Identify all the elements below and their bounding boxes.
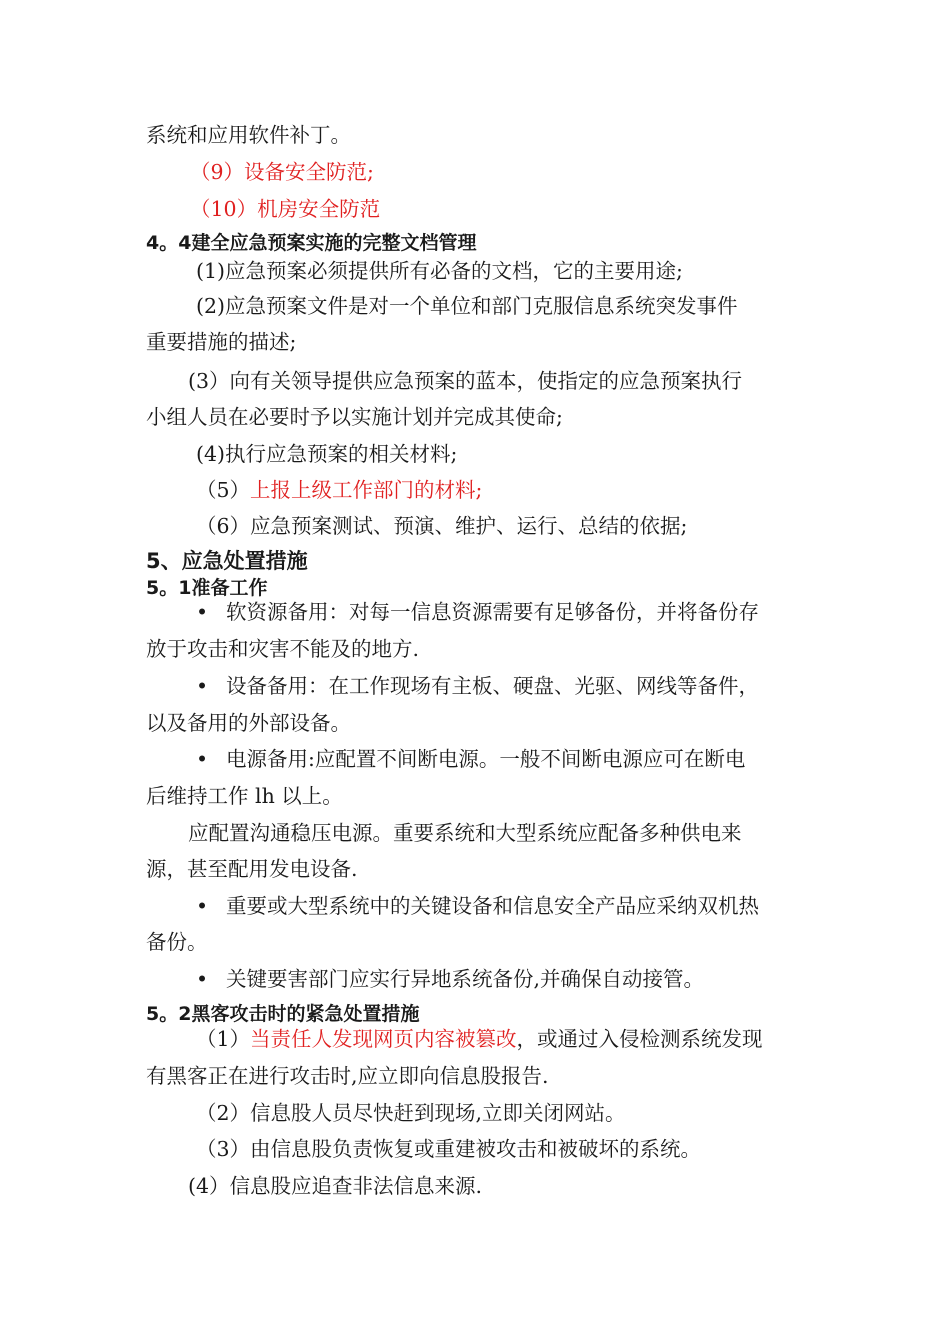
highlighted-text: 上报上级工作部门的材料; bbox=[250, 478, 483, 502]
section-heading: 5。1准备工作 bbox=[146, 577, 268, 599]
text-line: 应配置沟通稳压电源。重要系统和大型系统应配备多种供电来 bbox=[188, 821, 742, 845]
bullet-icon: • bbox=[196, 747, 209, 771]
bullet-icon: • bbox=[196, 894, 209, 918]
text-line: （1）当责任人发现网页内容被篡改，或通过入侵检测系统发现 bbox=[196, 1027, 763, 1051]
text-line: (4）信息股应追查非法信息来源. bbox=[188, 1174, 483, 1198]
text-line: 以及备用的外部设备。 bbox=[146, 711, 351, 735]
text-line: （10）机房安全防范 bbox=[190, 197, 381, 221]
list-item: • 重要或大型系统中的关键设备和信息安全产品应采纳双机热 bbox=[196, 894, 759, 918]
list-item: • 电源备用:应配置不间断电源。一般不间断电源应可在断电 bbox=[196, 747, 746, 771]
text-line: (4)执行应急预案的相关材料; bbox=[196, 442, 458, 466]
chapter-heading: 5、应急处置措施 bbox=[146, 549, 308, 573]
text-line: 系统和应用软件补丁。 bbox=[146, 123, 351, 147]
text-line: 备份。 bbox=[146, 930, 208, 954]
text-line: （3）由信息股负责恢复或重建被攻击和被破坏的系统。 bbox=[196, 1137, 702, 1161]
list-item: • 关键要害部门应实行异地系统备份,并确保自动接管。 bbox=[196, 967, 705, 991]
highlighted-text: 当责任人发现网页内容被篡改 bbox=[250, 1027, 517, 1051]
text-line: 有黑客正在进行攻击时,应立即向信息股报告. bbox=[146, 1064, 549, 1088]
text-line: （2）信息股人员尽快赶到现场,立即关闭网站。 bbox=[196, 1101, 626, 1125]
text-line bbox=[196, 477, 482, 503]
text-line: (2)应急预案文件是对一个单位和部门克服信息系统突发事件 bbox=[196, 294, 738, 318]
section-heading: 4。4建全应急预案实施的完整文档管理 bbox=[146, 232, 477, 254]
text-line: 重要措施的描述; bbox=[146, 330, 297, 354]
text-line: （9）设备安全防范; bbox=[190, 160, 374, 184]
text-line: 源，甚至配用发电设备. bbox=[146, 857, 358, 881]
text-line: 后维持工作 lh 以上。 bbox=[146, 784, 343, 808]
item-number: （5） bbox=[196, 478, 251, 502]
bullet-icon: • bbox=[196, 600, 209, 624]
text-line: （6）应急预案测试、预演、维护、运行、总结的依据; bbox=[196, 514, 688, 538]
bullet-icon: • bbox=[196, 967, 209, 991]
text-line: 放于攻击和灾害不能及的地方. bbox=[146, 637, 420, 661]
text-line: 小组人员在必要时予以实施计划并完成其使命; bbox=[146, 405, 563, 429]
section-heading: 5。2黑客攻击时的紧急处置措施 bbox=[146, 1003, 420, 1025]
bullet-icon: • bbox=[196, 674, 209, 698]
text-line: (1)应急预案必须提供所有必备的文档，它的主要用途; bbox=[196, 259, 683, 283]
list-item: • 软资源备用：对每一信息资源需要有足够备份，并将备份存 bbox=[196, 600, 759, 624]
list-item: • 设备备用：在工作现场有主板、硬盘、光驱、网线等备件， bbox=[196, 674, 759, 698]
text-line: (3）向有关领导提供应急预案的蓝本，使指定的应急预案执行 bbox=[188, 369, 743, 393]
